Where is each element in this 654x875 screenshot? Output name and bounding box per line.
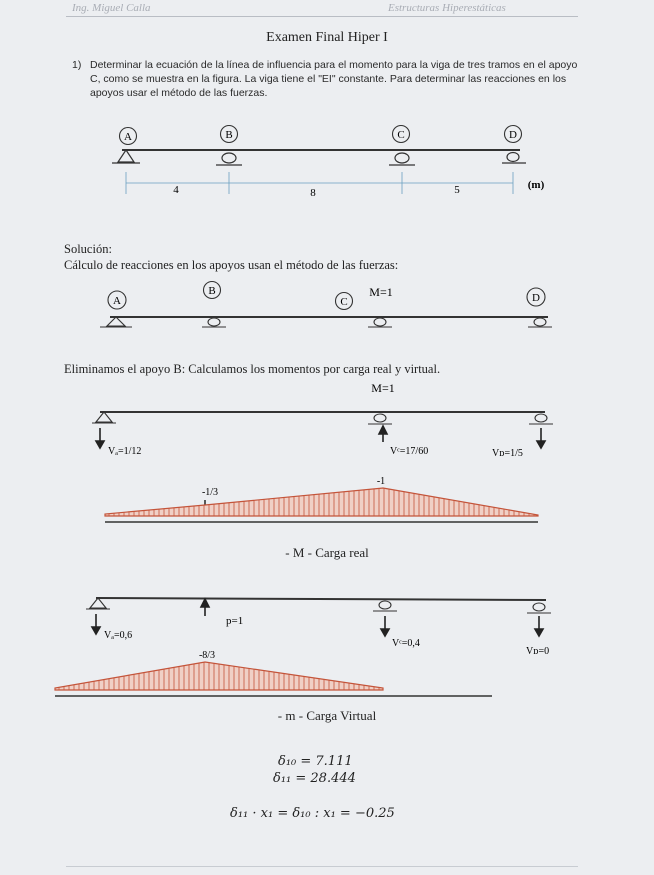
support-d-roller — [502, 153, 526, 164]
problem-statement — [72, 58, 580, 100]
virtual-vd: Vᴅ=0 — [526, 646, 550, 657]
reaction-a-arrowhead — [96, 441, 104, 448]
beam-line — [96, 598, 546, 600]
real-value-1: -1/3 — [201, 487, 219, 498]
support-b-roller — [202, 318, 226, 327]
reaction-d-arrowhead — [535, 629, 543, 636]
support-c-roller — [389, 153, 415, 165]
virtual-load-label: p=1 — [226, 615, 244, 627]
support-c-roller — [368, 414, 392, 424]
beam-diagram-2 — [0, 280, 654, 335]
real-value-2: -1 — [376, 476, 386, 487]
reaction-a-arrowhead — [92, 627, 100, 634]
support-d-roller — [528, 318, 552, 327]
problem-text: Determinar la ecuación de la línea de influencia para el momento para la viga de tres tramos en el apoyo C, como se muestra en la figura. La viga tiene el "EI" constante. Para determinar las reacciones en los apoyos usar el método de las fuerzas. — [90, 59, 578, 99]
real-vd: Vᴅ=1/5 — [492, 448, 523, 459]
problem-number: 1) — [72, 59, 82, 71]
real-moment-label: M=1 — [371, 381, 395, 395]
real-vc: Vᶜ=17/60 — [390, 446, 429, 457]
support-c-roller — [368, 318, 392, 327]
footer-rule — [66, 866, 578, 867]
support-c-roller — [373, 601, 397, 611]
label-c: C — [397, 129, 405, 141]
beam-diagram-1 — [0, 120, 654, 210]
span-1-length: 4 — [173, 184, 179, 196]
real-va: Vₐ=1/12 — [108, 446, 142, 457]
real-load-beam — [0, 378, 654, 458]
point-load-arrowhead — [201, 599, 209, 607]
reaction-c-arrowhead — [379, 426, 387, 434]
support-d-roller — [527, 603, 551, 613]
virtual-vc: Vᶜ=0,4 — [392, 638, 420, 649]
support-d-roller — [529, 414, 553, 424]
support-a-pin — [92, 412, 116, 423]
label-b: B — [208, 285, 216, 297]
page-title: Examen Final Hiper I — [266, 30, 388, 45]
label-a: A — [124, 131, 132, 143]
compatibility-equation: δ₁₁ · x₁ = δ₁₀ : x₁ = −0.25 — [230, 806, 395, 821]
label-d: D — [509, 129, 517, 141]
real-caption: - M - Carga real — [285, 545, 369, 560]
solution-label: Solución: — [64, 242, 112, 256]
virtual-moment-diagram — [0, 650, 654, 700]
delta-10-equation: δ₁₀ = 7.111 — [278, 754, 353, 769]
label-c: C — [340, 296, 348, 308]
real-moment-diagram — [0, 458, 654, 528]
author-header: Ing. Miguel Calla — [72, 2, 151, 14]
virtual-value: -8/3 — [198, 650, 216, 661]
span-2-length: 8 — [310, 187, 316, 199]
span-unit: (m) — [527, 179, 545, 191]
moment-label: M=1 — [369, 285, 393, 299]
support-b-roller — [216, 153, 242, 165]
span-3-length: 5 — [454, 184, 460, 196]
label-a: A — [113, 295, 121, 307]
support-a-pin — [100, 317, 132, 327]
virtual-va: Vₐ=0,6 — [104, 630, 133, 641]
label-d: D — [532, 292, 540, 304]
course-header: Estructuras Hiperestáticas — [388, 2, 506, 14]
eliminate-text: Eliminamos el apoyo B: Calculamos los momentos por carga real y virtual. — [64, 362, 441, 376]
delta-11-equation: δ₁₁ = 28.444 — [273, 771, 356, 786]
virtual-caption: - m - Carga Virtual — [277, 708, 377, 723]
label-b: B — [225, 129, 233, 141]
reactions-text: Cálculo de reacciones en los apoyos usan el método de las fuerzas: — [64, 258, 399, 272]
real-moment-area — [105, 488, 538, 516]
reaction-d-arrowhead — [537, 441, 545, 448]
support-a-pin — [112, 150, 140, 163]
support-a-pin — [86, 598, 110, 609]
reaction-c-arrowhead — [381, 629, 389, 636]
header-rule — [66, 16, 578, 17]
